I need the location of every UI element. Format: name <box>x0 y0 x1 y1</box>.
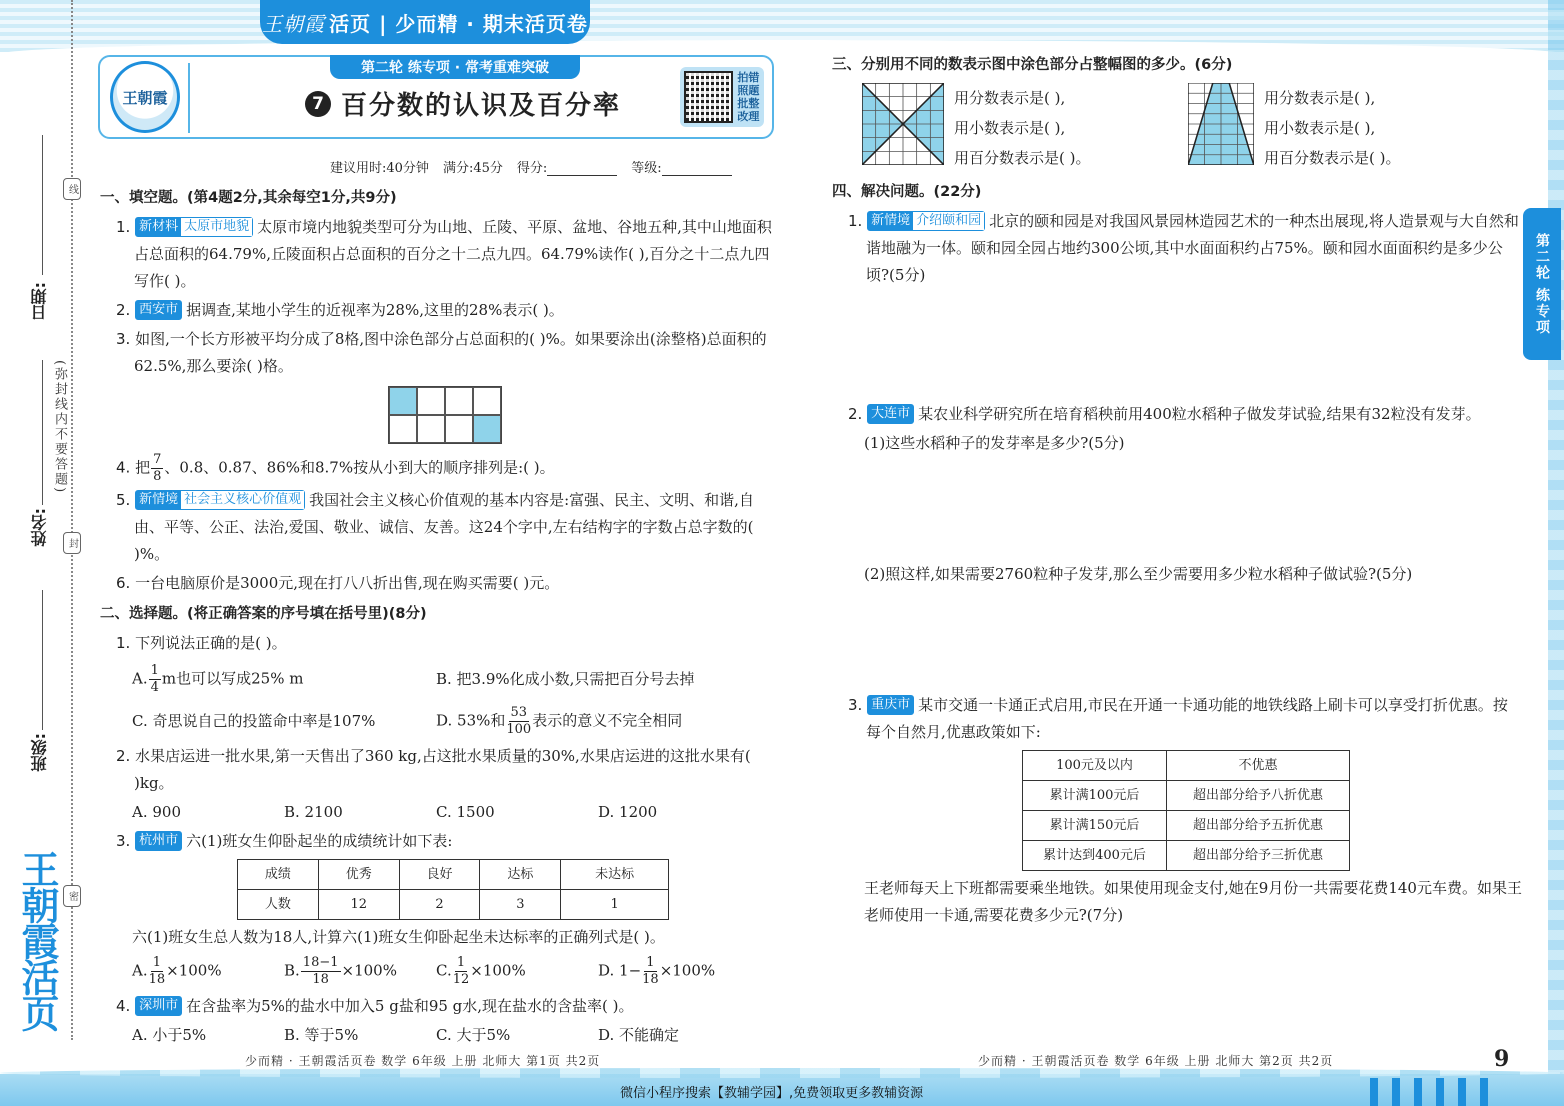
tag-city: 深圳市 <box>135 996 182 1016</box>
question-1-3: 3. 如图,一个长方形被平均分成了8格,图中涂色部分占总面积的( )%。如果要涂出(涂整格)总面积的62.5%,那么要涂( )格。 <box>116 330 767 375</box>
option-a[interactable]: A. 小于5% <box>132 1026 207 1044</box>
option-d[interactable]: D. 53%和 $\frac{53}{100}$ 表示的意义不完全相同 <box>436 704 683 737</box>
footer-page-2: 少而精 · 王朝霞活页卷 数学 6年级 上册 北师大 第2页 共2页 <box>978 1054 1334 1068</box>
tag-city: 重庆市 <box>867 695 914 715</box>
qr-caption: 拍错照题批整改理 <box>737 71 760 123</box>
option-d[interactable]: D. 1− $\frac{1}{18}$ ×100% <box>598 954 716 987</box>
grade-label: 等级: <box>631 161 662 176</box>
brand-logo: 王朝霞 <box>262 11 326 36</box>
option-b[interactable]: B. 2100 <box>284 803 343 821</box>
seal-mark-secret: 密 <box>63 885 81 907</box>
date-field-line[interactable] <box>42 135 43 275</box>
section-represent-title: 三、分别用不同的数表示图中涂色部分占整幅图的多少。(6分) <box>832 57 1233 73</box>
answer-area-4-2-2[interactable] <box>832 588 1522 692</box>
footer-page-1: 少而精 · 王朝霞活页卷 数学 6年级 上册 北师大 第1页 共2页 <box>245 1054 601 1068</box>
side-tab-round-2[interactable]: 第二轮 练专项 <box>1523 208 1561 360</box>
seal-mark-line: 线 <box>63 178 81 200</box>
unit-title-text: 百分数的认识及百分率 <box>341 91 622 121</box>
question-text: 、0.8、0.87、86%和8.7%按从小到大的顺序排列是:( )。 <box>164 458 555 477</box>
question-2-3-prompt: 六(1)班女生总人数为18人,计算六(1)班女生仰卧起坐未达标率的正确列式是( )。 <box>132 928 665 946</box>
question-2-4: 4. 深圳市 在含盐率为5%的盐水中加入5 g盐和95 g水,现在盐水的含盐率( )。 <box>116 997 634 1015</box>
figure-2-answers: 用分数表示是( ), 用小数表示是( ), 用百分数表示是( )。 <box>1264 89 1401 167</box>
section-fill-blank-title: 一、填空题。(第4题2分,其余每空1分,共9分) <box>100 190 397 206</box>
figure-1-answers: 用分数表示是( ), 用小数表示是( ), 用百分数表示是( )。 <box>954 89 1091 167</box>
seal-line <box>71 0 73 1040</box>
grade-input[interactable] <box>662 162 732 176</box>
question-1-1: 1. 新材料 太原市地貌 太原市境内地貌类型可分为山地、丘陵、平原、盆地、谷地五种,其中山地面积占总面积的64.79%,丘陵面积占总面积的百分之十二点九四。64.79%读作( ),百分之十二点九四写作( )。 <box>116 218 772 290</box>
suggested-time: 建议用时:40分钟 <box>330 161 429 176</box>
brand-banner-text: 活页 | 少而精 · 期末活页卷 <box>329 11 588 36</box>
trapezoid-grid-figure <box>1188 83 1254 165</box>
question-text: 我国社会主义核心价值观的基本内容是:富强、民主、文明、和谐,自由、平等、公正、法治,爱国、敬业、诚信、友善。这24个字中,左右结构字的字数占总字数的( )%。 <box>134 491 754 563</box>
option-c[interactable]: C. 1500 <box>436 803 495 821</box>
tag-city: 西安市 <box>135 300 182 320</box>
question-1-6: 6. 一台电脑原价是3000元,现在打八八折出售,现在购买需要( )元。 <box>116 574 560 592</box>
tag-city: 大连市 <box>867 404 914 424</box>
fraction: $\frac{7}{8}$ <box>153 452 162 484</box>
question-1-2: 2. 西安市 据调查,某地小学生的近视率为28%,这里的28%表示( )。 <box>116 301 564 319</box>
page-number: 9 <box>1494 1046 1510 1072</box>
options-2-1-cd <box>100 701 780 741</box>
round-label: 第二轮 练专项 · 常考重难突破 <box>330 55 580 79</box>
answer-area-4-3[interactable] <box>832 929 1522 1029</box>
question-4-1: 1. 新情境 介绍颐和园 北京的颐和园是对我国风景园林造园艺术的一种杰出展现,将人造景观与大自然和谐地融为一体。颐和园全园占地约300公顷,其中水面面积约占75%。颐和园水面面积约是多少公顷?(5分) <box>848 212 1519 284</box>
option-c[interactable]: C. 奇思说自己的投篮命中率是107% <box>132 711 376 730</box>
situp-score-table: 成绩 优秀 良好 达标 未达标 人数 12 2 3 1 <box>237 859 669 920</box>
header-card <box>98 55 774 139</box>
tag-new-material: 新材料 太原市地貌 <box>135 217 253 237</box>
question-text: 据调查,某地小学生的近视率为28%,这里的28%表示( )。 <box>186 301 564 319</box>
question-2-3: 3. 杭州市 六(1)班女生仰卧起坐的成绩统计如下表: <box>116 832 453 850</box>
right-wave-decoration <box>1548 0 1564 1106</box>
question-text: 一台电脑原价是3000元,现在打八八折出售,现在购买需要( )元。 <box>135 574 560 592</box>
class-field-line[interactable] <box>42 590 43 730</box>
bottom-wave-decoration <box>0 1068 1564 1078</box>
options-2-1-ab <box>100 659 780 699</box>
rectangle-8-grid-figure <box>388 386 502 444</box>
bottom-bar-decoration <box>1370 1078 1488 1106</box>
option-c[interactable]: C. $\frac{1}{12}$ ×100% <box>436 954 526 987</box>
header-divider <box>188 63 190 133</box>
options-2-4 <box>100 1022 780 1049</box>
seal-mark-seal: 封 <box>63 532 81 554</box>
unit-title <box>305 85 621 122</box>
question-1-5: 5. 新情境 社会主义核心价值观 我国社会主义核心价值观的基本内容是:富强、民主、文明、和谐,自由、平等、公正、法治,爱国、敬业、诚信、友善。这24个字中,左右结构字的字数占总字数的( )%。 <box>116 491 754 563</box>
promo-text: 微信小程序搜索【教辅学园】,免费领取更多教辅资源 <box>620 1086 924 1101</box>
tag-new-context: 新情境 介绍颐和园 <box>867 211 985 231</box>
brand-emblem: 王朝霞 <box>110 61 180 133</box>
question-4-3-prompt: 王老师每天上下班都需要乘坐地铁。如果使用现金支付,她在9月份一共需要花费140元车费。如果王老师使用一卡通,需要花费多少元?(7分) <box>864 879 1522 924</box>
class-field-label: 班级: <box>30 733 49 772</box>
brand-banner <box>260 0 590 44</box>
option-a[interactable]: A. 900 <box>132 803 181 821</box>
option-b[interactable]: B. $\frac{18-1}{18}$ ×100% <box>284 954 397 987</box>
option-b[interactable]: B. 等于5% <box>284 1026 359 1044</box>
full-score: 满分:45分 <box>442 161 503 176</box>
unit-number: 7 <box>305 91 331 117</box>
option-a[interactable]: A. $\frac{1}{18}$ ×100% <box>132 954 222 987</box>
right-column <box>832 52 1522 1029</box>
option-b[interactable]: B. 把3.9%化成小数,只需把百分号去掉 <box>436 669 695 688</box>
option-d[interactable]: D. 1200 <box>598 803 658 821</box>
name-field-line[interactable] <box>42 360 43 505</box>
answer-area-4-1[interactable] <box>832 291 1522 401</box>
question-4-2-part-2: (2)照这样,如果需要2760粒种子发芽,那么至少需要用多少粒水稻种子做试验?(5分) <box>864 565 1413 583</box>
metro-discount-table: 100元及以内 不优惠 累计满100元后 超出部分给予八折优惠 累计满150元后 超出部分给予五折优惠 累计达到400元后 超出部分给予三折优惠 <box>1022 750 1350 871</box>
tag-new-context: 新情境 社会主义核心价值观 <box>135 490 305 510</box>
seal-note: (弥封线内不要答题) <box>52 360 67 495</box>
question-1-4: 4. 把 $\frac{7}{8}$ 、0.8、0.87、86%和8.7%按从小到大的顺序排列是:( )。 <box>116 452 555 484</box>
option-a[interactable]: A. $\frac{1}{4}$ m也可以写成25% m <box>132 662 304 695</box>
section-choice-title: 二、选择题。(将正确答案的序号填在括号里)(8分) <box>100 606 427 622</box>
question-4-2: 2. 大连市 某农业科学研究所在培育稻秧前用400粒水稻种子做发芽试验,结果有32粒没有发芽。 <box>848 405 1481 423</box>
tag-city: 杭州市 <box>135 831 182 851</box>
qr-code-icon[interactable] <box>684 71 733 123</box>
name-field-label: 姓名: <box>30 508 49 547</box>
answer-area-4-2-1[interactable] <box>832 457 1522 561</box>
figures-row <box>862 83 1522 173</box>
question-text: 太原市境内地貌类型可分为山地、丘陵、平原、盆地、谷地五种,其中山地面积占总面积的64.79%,丘陵面积占总面积的百分之十二点九四。64.79%读作( ),百分之十二点九四写作( )。 <box>134 218 772 290</box>
qr-code-panel[interactable] <box>680 67 764 127</box>
question-4-2-part-1: (1)这些水稻种子的发芽率是多少?(5分) <box>864 434 1125 452</box>
date-field-label: 日期: <box>30 282 49 321</box>
question-4-3: 3. 重庆市 某市交通一卡通正式启用,市民在开通一卡通功能的地铁线路上刷卡可以享受打折优惠。按每个自然月,优惠政策如下: <box>848 696 1508 741</box>
question-2-1: 1. 下列说法正确的是( )。 <box>116 634 287 652</box>
options-2-2 <box>100 799 780 826</box>
score-label: 得分: <box>516 161 548 176</box>
exam-meta <box>330 157 732 176</box>
left-column <box>100 185 780 1051</box>
question-2-2: 2. 水果店运进一批水果,第一天售出了360 kg,占这批水果质量的30%,水果店运进的这批水果有( )kg。 <box>116 747 751 792</box>
options-2-3 <box>100 951 780 991</box>
section-problem-solving-title: 四、解决问题。(22分) <box>832 184 982 200</box>
score-input[interactable] <box>547 162 617 176</box>
option-d[interactable]: D. 不能确定 <box>598 1026 680 1044</box>
hourglass-grid-figure <box>862 83 944 165</box>
option-c[interactable]: C. 大于5% <box>436 1026 511 1044</box>
gutter-brand-logo: 王朝霞活页 <box>15 850 60 1030</box>
question-text: 如图,一个长方形被平均分成了8格,图中涂色部分占总面积的( )%。如果要涂出(涂整格)总面积的62.5%,那么要涂( )格。 <box>134 330 767 375</box>
